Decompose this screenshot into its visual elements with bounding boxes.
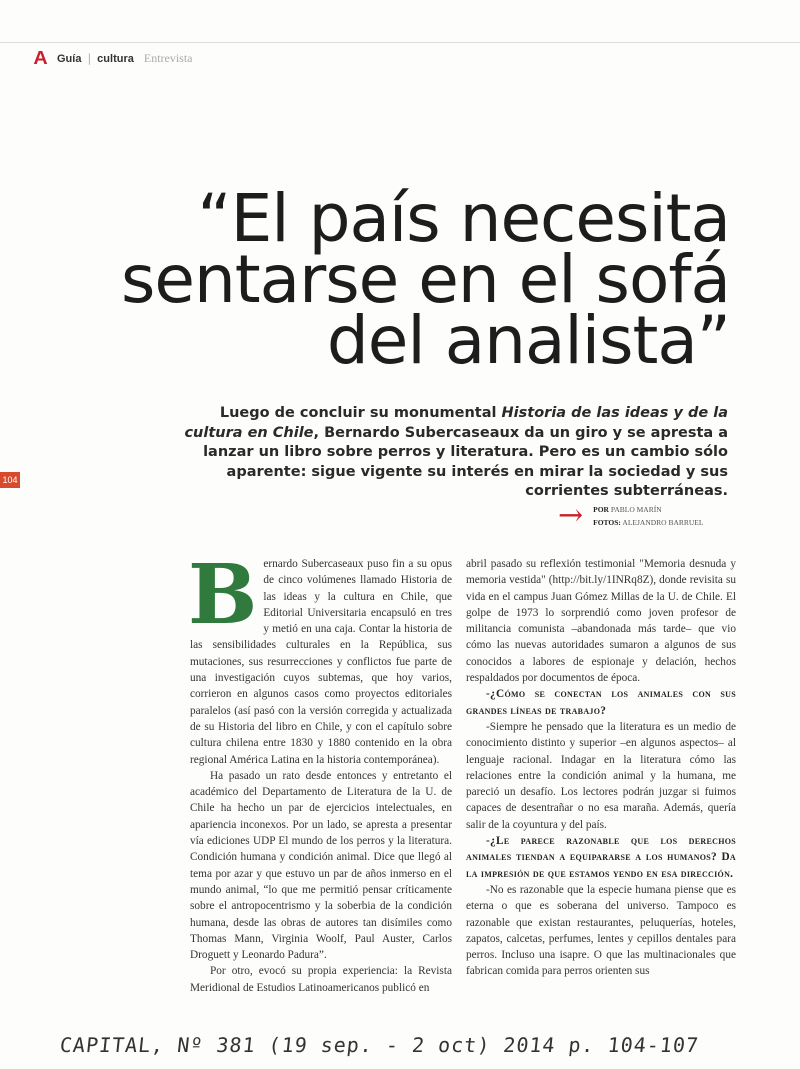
article-deck (168, 404, 728, 502)
body-column-right (466, 556, 736, 980)
interview-question: -¿Le parece razonable que los derechos animales tiendan a equipararse a los humanos? Da la impresión de que estamos yendo en esa dirección. (466, 835, 736, 880)
author-name: PABLO MARÍN (610, 505, 662, 514)
paragraph: abril pasado su reflexión testimonial "Memoria desnuda y memoria vestida" (http://bit.ly/1INRq8Z), donde revisita su vida en el campus Juan Gómez Millas de la U. de Chile. El golpe de 1973 lo sorprendió como joven profesor de militancia comunista –abandonada más tarde– que vio cómo las nuevas autoridades sumaron a algunos de sus conocidos a labores de espionaje y delación, hechos respaldados por documentos de época. (466, 558, 736, 685)
body-column-left (188, 547, 452, 996)
section-label: Guía (57, 52, 82, 65)
paragraph: Ha pasado un rato desde entonces y entretanto el académico del Departamento de Literatura de la U. de Chile ha hecho un par de ejercicios intelectuales, en apariencia inconexos. Por un lado, se apresta a presentar vía ediciones UDP El mundo de los perros y la literatura. Condición humana y condición animal. Dice que llegó al tema por azar y que estuvo un par de años inmerso en el mundo animal, “lo que me permitió pensar críticamente sobre el antropocentrismo y la soberbia de la condición humana, desde las obras de autores tan disímiles como Thomas Mann, Virginia Woolf, Paul Auster, Carlos Droguett y Leonardo Padura”. (190, 769, 452, 962)
section-separator: | (87, 52, 92, 65)
category-label: Entrevista (143, 51, 193, 65)
subsection-label: cultura (97, 52, 134, 65)
deck-book-title: Historia de las ideas y de la cultura en Chile (184, 405, 728, 441)
interview-answer: -Siempre he pensado que la literatura es un medio de conocimiento distinto y superior –en algunos aspectos– al lenguaje racional. Indagar en la literatura cómo las relaciones entre la condición animal y la humana, me pareció un desafío. Los lectores podrán juzgar si fuimos capaces de desentrañar o no esa maraña. Además, quería salir de la coyuntura y del país. (466, 720, 736, 831)
paragraph: Por otro, evocó su propia experiencia: la Revista Meridional de Estudios Latinoamericanos publicó en (190, 965, 452, 994)
section-header (34, 48, 193, 69)
paragraph: ernardo Subercaseaux puso fin a su opus de cinco volúmenes llamado Historia de las ideas y la cultura en Chile, que Editorial Universitaria encapsuló en tres y metió en una caja. Contar la historia de las sensibilidades culturales en la República, sus mutaciones, sus resurrecciones y conflictos fue parte de una investigación cuyos subtemas, que hoy varios, corrieron en algunos casos como proyectos editoriales paralelos (así pasó con la versión corregida y actualizada de su Historia del libro en Chile, y con el capítulo sobre cultura chilena entre 1830 y 1880 contenido en la obra regional América Latina en la historia contemporánea). (190, 558, 452, 766)
byline (558, 498, 704, 533)
interview-answer: -No es razonable que la especie humana piense que es eterna o que es soberana del universo. Tampoco es razonable que existan restaurantes, peluquerías, hoteles, zapatos, calcetas, perfumes, lentes y cepillos dentales para perros. Incluso una isapre. O que las multinacionales que fabrican comida para perros orienten sus (466, 883, 736, 978)
author-label: POR (593, 505, 609, 514)
deck-text: Luego de concluir su monumental (219, 405, 502, 421)
top-rule (0, 42, 800, 43)
handwritten-citation: CAPITAL, Nº 381 (19 sep. - 2 oct) 2014 p. 104-107 (58, 1033, 701, 1057)
drop-cap: B (188, 547, 258, 643)
arrow-right-icon: → (558, 498, 584, 533)
deck-text-2: , Bernardo Subercaseaux da un giro y se apresta a lanzar un libro sobre perros y literatura. Pero es un cambio sólo aparente: sigue vigente su interés en mirar la sociedad y sus corrientes subterráneas. (203, 424, 728, 499)
photographer-name: ALEJANDRO BARRUEL (622, 518, 704, 527)
photo-label: FOTOS: (593, 518, 621, 527)
article-title: “El país necesita sentarse en el sofá del analista” (120, 180, 730, 379)
page-number: 104 (0, 472, 20, 488)
magazine-logo-icon: A (33, 48, 48, 68)
interview-question: -¿Cómo se conectan los animales con sus grandes líneas de trabajo? (466, 688, 736, 717)
